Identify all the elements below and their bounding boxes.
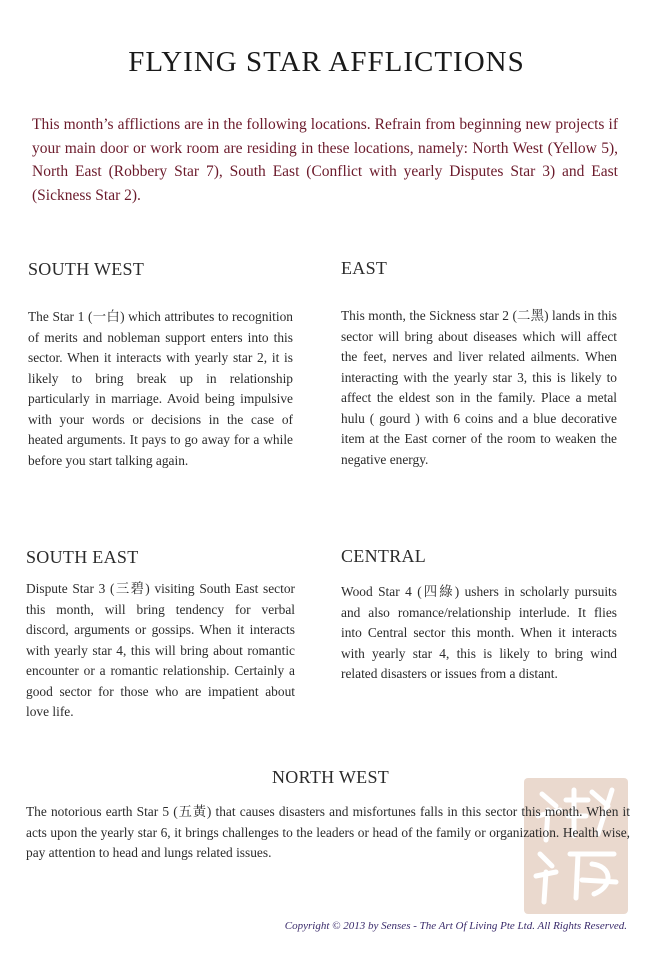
heading-south-east: SOUTH EAST	[26, 547, 139, 567]
heading-east: EAST	[341, 258, 388, 278]
heading-north-west: NORTH WEST	[272, 767, 390, 787]
paragraph-south-west: The Star 1 (一白) which attributes to recognition of merits and nobleman support enters into this sector. When it interacts with yearly star 2, it is likely to bring break up in relationship particularly in marriage. Avoid being impulsive with your words or decisions in the case of heated arguments. It pays to go away for a while before you start talking again.	[28, 309, 293, 468]
intro-paragraph: This month’s afflictions are in the following locations. Refrain from beginning new projects if your main door or work room are residing in these locations, namely: North West (Yellow 5), North East (Robbery Star 7), South East (Conflict with yearly Disputes Star 3) and East (Sickness Star 2).	[32, 116, 618, 204]
paragraph-central: Wood Star 4 (四綠) ushers in scholarly pursuits and also romance/relationship interlude. It flies into Central sector this month. When it interacts with yearly star 4, this is likely to bring wind related disasters or issues from a distant.	[341, 584, 617, 681]
heading-central: CENTRAL	[341, 546, 427, 566]
paragraph-north-west: The notorious earth Star 5 (五黃) that causes disasters and misfortunes falls in this sector this month. When it acts upon the yearly star 6, it brings challenges to the leaders or head of the family or organization. Health wise, pay attention to head and lungs related issues.	[26, 804, 630, 860]
page-title: FLYING STAR AFFLICTIONS	[128, 46, 525, 78]
heading-south-west: SOUTH WEST	[28, 259, 145, 279]
paragraph-south-east: Dispute Star 3 (三碧) visiting South East sector this month, will bring tendency for verbal discord, arguments or gossips. When it interacts with yearly star 4, this will bring about romantic encounter or a romantic relationship. Certainly a good sector for those who are impatient about love life.	[26, 581, 295, 719]
paragraph-east: This month, the Sickness star 2 (二黑) lands in this sector will bring about diseases which will affect the feet, nerves and liver related ailments. When interacting with the yearly star 3, this is likely to affect the eldest son in the family. Place a metal hulu ( gourd ) with 6 coins and a blue decorative item at the East corner of the room to weaken the negative energy.	[341, 308, 617, 467]
copyright-notice: Copyright © 2013 by Senses - The Art Of Living Pte Ltd. All Rights Reserved.	[284, 920, 627, 932]
